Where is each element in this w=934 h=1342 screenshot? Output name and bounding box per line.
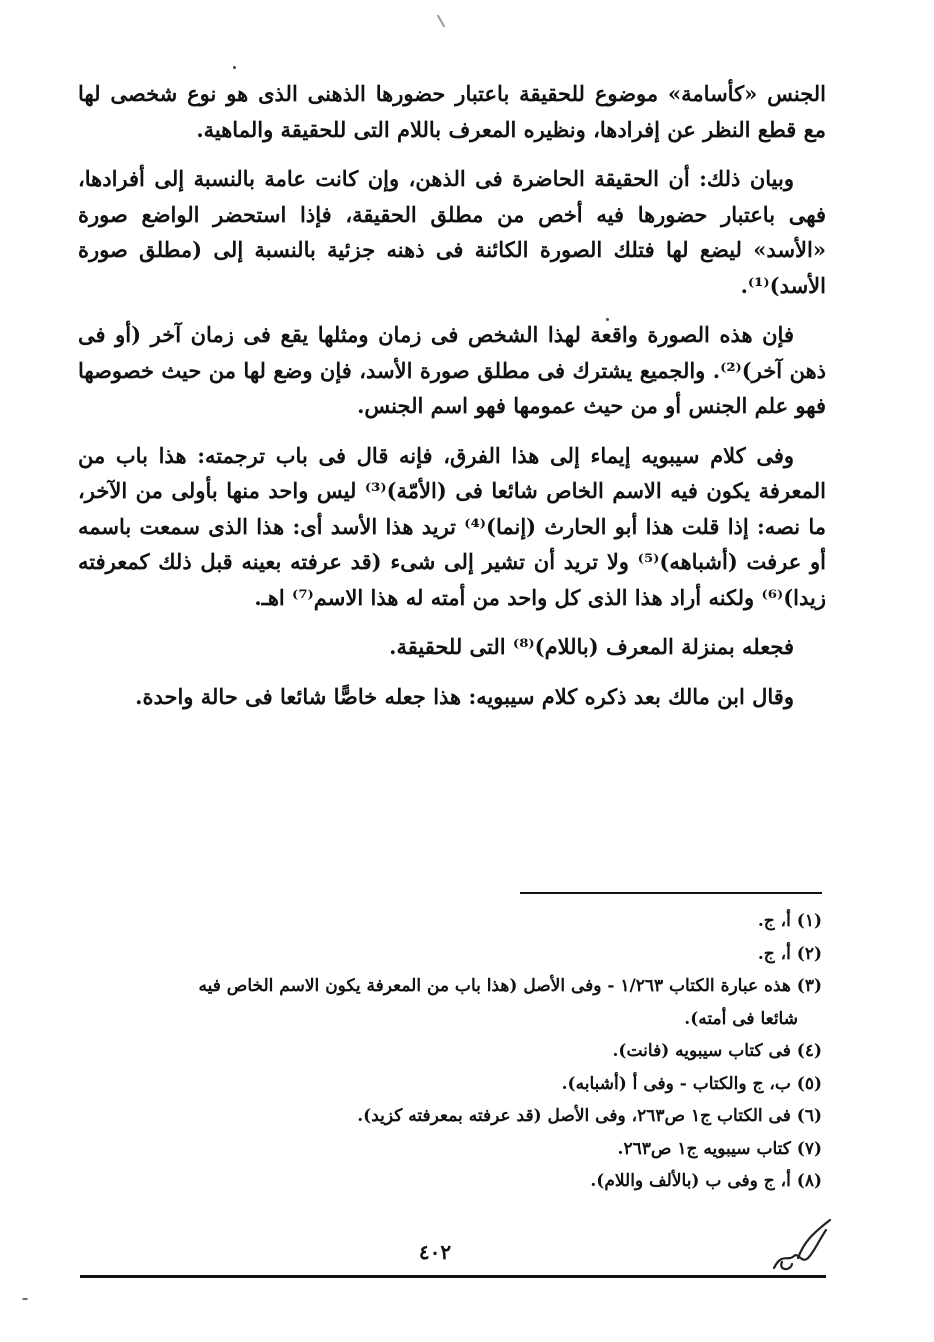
footnote-6: (٦) فى الكتاب ج١ ص٢٦٣، وفى الأصل (قد عرفته بمعرفته كزيد).: [357, 1106, 822, 1126]
page-number: ٤٠٢: [418, 1240, 452, 1264]
footnotes: [78, 905, 822, 1198]
scan-speck: [22, 1298, 28, 1300]
scan-speck: [606, 318, 609, 321]
bottom-rule: [80, 1275, 826, 1278]
footnote-3-continued: شائعا فى أمته).: [684, 1008, 798, 1029]
footnote-separator: [520, 892, 822, 894]
paragraph-5: فجعله بمنزلة المعرف (باللام)⁽⁸⁾ التى للحقيقة.: [389, 634, 794, 659]
footnote-5: (٥) ب، ج والكتاب - وفى أ (أشبابه).: [561, 1073, 822, 1094]
handwritten-mark: [768, 1212, 838, 1276]
scan-speck: [233, 66, 236, 69]
paragraph-4: وفى كلام سيبويه إيماء إلى هذا الفرق، فإنه قال فى باب ترجمته: هذا باب من المعرفة يكون فيه الاسم الخاص شائعا فى (الأمّة)⁽³⁾ ليس واحد منها بأولى من الآخر، ما نصه: إذا قلت هذا أبو الحارث (إنما)⁽⁴⁾ تريد هذا الأسد أى: هذا الذى سمعت باسمه أو عرفت (أشباهه)⁽⁵⁾ ولا تريد أن تشير إلى شىء (قد عرفته بعينه قبل ذلك كمعرفته زيدا)⁽⁶⁾ ولكنه أراد هذا الذى كل واحد من أمته له هذا الاسم⁽⁷⁾ اهـ.: [78, 442, 827, 610]
footnote-1: (١) أ، ج.: [757, 911, 822, 931]
footnote-2: (٢) أ، ج.: [757, 943, 822, 964]
footnote-3: (٣) هذه عبارة الكتاب ١/٢٦٣ - وفى الأصل (هذا باب من المعرفة يكون الاسم الخاص فيه: [198, 976, 822, 996]
paragraph-6: وقال ابن مالك بعد ذكره كلام سيبويه: هذا جعله خاصًّا شائعا فى حالة واحدة.: [135, 683, 794, 709]
main-text: [78, 76, 826, 728]
footnote-8: (٨) أ، ج وفى ب (بالألف واللام).: [590, 1171, 822, 1191]
paragraph-3: فإن هذه الصورة واقعة لهذا الشخص فى زمان ومثلها يقع فى زمان آخر (أو فى ذهن آخر)⁽²⁾. والجميع يشترك فى مطلق صورة الأسد، فإن وضع لها من حيث خصوصها فهو علم الجنس أو من حيث عمومها فهو اسم الجنس.: [78, 322, 826, 418]
footnote-4: (٤) فى كتاب سيبويه (فانت).: [612, 1041, 822, 1061]
scan-speck: [437, 14, 446, 27]
footnote-7: (٧) كتاب سيبويه ج١ ص٢٦٣.: [617, 1138, 822, 1159]
paragraph-1: الجنس «كأسامة» موضوع للحقيقة باعتبار حضورها الذهنى الذى هو نوع شخصى لها مع قطع النظر عن إفرادها، ونظيره المعرف باللام التى للحقيقة والماهية.: [78, 81, 826, 142]
paragraph-2: وبيان ذلك: أن الحقيقة الحاضرة فى الذهن، وإن كانت عامة بالنسبة إلى أفرادها، فهى باعتبار حضورها فيه أخص من مطلق الحقيقة، فإذا استحضر الواضع صورة «الأسد» ليضع لها فتلك الصورة الكائنة فى ذهنه جزئية بالنسبة إلى (مطلق صورة الأسد)⁽¹⁾.: [78, 166, 826, 298]
